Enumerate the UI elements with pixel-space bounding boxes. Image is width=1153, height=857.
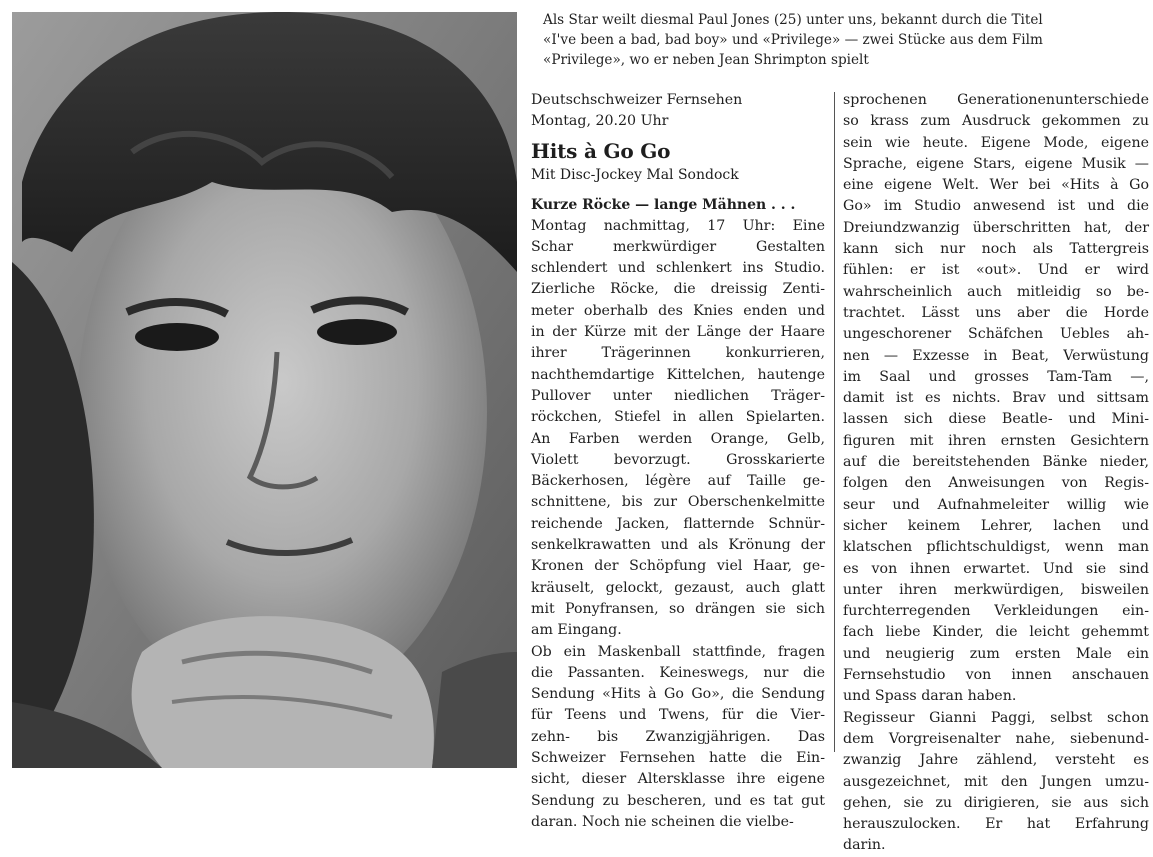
article-kicker: Kurze Röcke — lange Mähnen . . .	[531, 196, 796, 213]
article-column-left	[531, 90, 825, 833]
text-line: im Saal und grosses Tam-Tam —,	[843, 368, 1149, 385]
article-body-left	[531, 216, 825, 834]
text-line: zehn- bis Zwanzigjährigen. Das	[531, 728, 825, 745]
text-line: nachthemdartige Kittelchen, hautenge	[531, 366, 825, 383]
text-line: Montag nachmittag, 17 Uhr: Eine	[531, 217, 825, 234]
text-line: nen — Exzesse in Beat, Verwüstung	[843, 347, 1149, 364]
text-line: seur und Aufnahmeleiter willig wie	[843, 496, 1149, 513]
show-subtitle: Mit Disc-Jockey Mal Sondock	[531, 166, 739, 183]
text-line: figuren mit ihren ernsten Gesichtern	[843, 432, 1149, 449]
text-line: Kronen der Schöpfung viel Haar, ge-	[531, 558, 825, 575]
text-line: unter ihren merkwürdigen, bisweilen	[843, 581, 1149, 598]
text-line: am Eingang.	[531, 622, 622, 639]
text-line: mit Ponyfransen, so drängen sie sich	[531, 600, 825, 617]
article-column-right	[843, 90, 1149, 857]
broadcast-time: Montag, 20.20 Uhr	[531, 113, 669, 130]
text-line: und Spass daran haben.	[843, 688, 1017, 705]
caption-line: «Privilege», wo er neben Jean Shrimpton spielt	[543, 52, 869, 68]
text-line: Pullover unter niedlichen Träger-	[531, 387, 825, 404]
text-line: senkelkrawatten und als Krönung der	[531, 537, 825, 554]
text-line: kräuselt, gelockt, gezaust, auch glatt	[531, 579, 825, 596]
text-line: schnittene, bis zur Oberschenkelmitte	[531, 494, 825, 511]
text-line: sein wie heute. Eigene Mode, eigene	[843, 134, 1149, 151]
text-line: Schar merkwürdiger Gestalten	[531, 238, 825, 255]
text-line: daran. Noch nie scheinen die vielbe-	[531, 813, 794, 830]
text-line: Sprache, eigene Stars, eigene Musik —	[843, 155, 1149, 172]
text-line: in der Kürze mit der Länge der Haare	[531, 324, 825, 341]
channel-name: Deutschschweizer Fernsehen	[531, 92, 743, 108]
text-line: und neugierig zum ersten Male ein	[843, 645, 1149, 662]
text-line: es von ihnen erwartet. Und sie sind	[843, 560, 1149, 577]
text-line: damit ist es nichts. Brav und sittsam	[843, 390, 1149, 407]
text-line: wahrscheinlich auch mitleidig so be-	[843, 283, 1149, 300]
text-line: Violett bevorzugt. Grosskarierte	[531, 451, 825, 468]
text-line: ungeschorener Schäfchen Uebles ah-	[843, 326, 1149, 343]
article-body-right	[843, 90, 1149, 857]
text-line: herauszulocken. Er hat Erfahrung	[843, 816, 1149, 833]
text-line: fach liebe Kinder, die leicht gehemmt	[843, 624, 1149, 641]
caption-line: Als Star weilt diesmal Paul Jones (25) unter uns, bekannt durch die Titel	[543, 12, 1043, 28]
text-line: kann sich nur noch als Tattergreis	[843, 241, 1149, 258]
text-line: Sendung «Hits à Go Go», die Sendung	[531, 686, 825, 703]
text-line: folgen den Anweisungen von Regis-	[843, 475, 1149, 492]
text-line: Ob ein Maskenball stattfinde, fragen	[531, 643, 825, 660]
text-line: röckchen, Stiefel in allen Spielarten.	[531, 409, 825, 426]
text-line: die Passanten. Keineswegs, nur die	[531, 664, 825, 681]
text-line: so krass zum Ausdruck gekommen zu	[843, 113, 1149, 130]
text-line: An Farben werden Orange, Gelb,	[531, 430, 825, 447]
text-line: Sendung zu bescheren, und es tat gut	[531, 792, 825, 809]
text-line: furchterregenden Verkleidungen ein-	[843, 603, 1149, 620]
text-line: eine eigene Welt. Wer bei «Hits à Go	[843, 177, 1149, 194]
text-line: Go» im Studio anwesend ist und die	[843, 198, 1149, 215]
text-line: ausgezeichnet, mit den Jungen umzu-	[843, 773, 1149, 790]
portrait-photo	[12, 12, 517, 768]
text-line: zwanzig Jahre zählend, versteht es	[843, 752, 1149, 769]
column-divider	[834, 92, 835, 752]
text-line: reichende Jacken, flatternde Schnür-	[531, 515, 825, 532]
text-line: auf die bereitstehenden Bänke nieder,	[843, 454, 1149, 471]
text-line: dem Vorgreisenalter nahe, siebenund-	[843, 730, 1149, 747]
photo-caption	[543, 10, 1148, 70]
text-line: sicher keinem Lehrer, lachen und	[843, 517, 1149, 534]
text-line: Bäckerhosen, légère auf Taille ge-	[531, 473, 825, 490]
caption-line: «I've been a bad, bad boy» und «Privilege» — zwei Stücke aus dem Film	[543, 32, 1043, 48]
text-line: sprochenen Generationenunterschiede	[843, 92, 1149, 108]
text-line: lassen sich diese Beatle- und Mini-	[843, 411, 1149, 428]
text-line: klatschen pflichtschuldigst, wenn man	[843, 539, 1149, 556]
text-line: Zierliche Röcke, die dreissig Zenti-	[531, 281, 825, 298]
text-line: für Teens und Twens, für die Vier-	[531, 707, 825, 724]
portrait-illustration	[12, 12, 517, 768]
text-line: fühlen: er ist «out». Und er wird	[843, 262, 1149, 279]
text-line: sicht, dieser Altersklasse ihre eigene	[531, 771, 825, 788]
text-line: meter oberhalb des Knies enden und	[531, 302, 825, 319]
text-line: trachtet. Lässt uns aber die Horde	[843, 304, 1149, 321]
show-title: Hits à Go Go	[531, 138, 671, 163]
text-line: Regisseur Gianni Paggi, selbst schon	[843, 709, 1149, 726]
text-line: Dreiundzwanzig überschritten hat, der	[843, 219, 1149, 236]
text-line: Schweizer Fernsehen hatte die Ein-	[531, 750, 825, 767]
text-line: darin.	[843, 837, 886, 854]
text-line: schlendert und schlenkert ins Studio.	[531, 260, 825, 277]
text-line: ihrer Trägerinnen konkurrieren,	[531, 345, 825, 362]
text-line: gehen, sie zu dirigieren, sie aus sich	[843, 794, 1149, 811]
text-line: Fernsehstudio von innen anschauen	[843, 667, 1149, 684]
